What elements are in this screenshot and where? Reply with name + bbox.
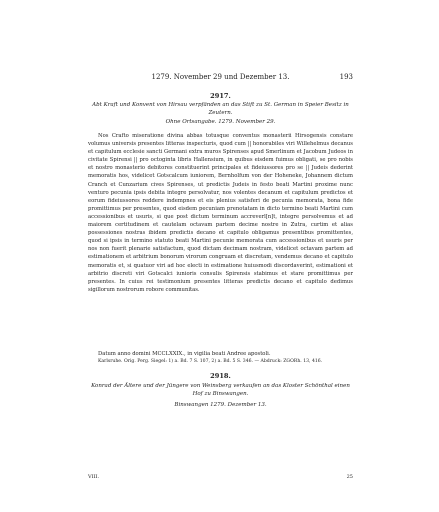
document-number: 2917.: [210, 92, 231, 100]
document-title-2: Konrad der Ältere und der Jüngere von Weinsberg verkaufen an das Kloster Schönthal einen Hof zu Binswangen.: [91, 383, 350, 397]
page-number: 193: [339, 73, 353, 81]
document-source-2: Binswangen 1279. Dezember 13.: [174, 402, 267, 408]
volume-mark: VIII.: [88, 474, 100, 480]
header-dates: 1279. November 29 und Dezember 13.: [151, 73, 290, 81]
dating-clause: Datum anno domini MCCLXXIX., in vigilia beati Andree apostoli.: [98, 351, 271, 357]
document-body: Nos Crafto miseratione divina abbas totusque conventus monasterii Hirsogensis constare volumus universis presentes litteras inspecturis, quod cum || honorabiles viri Willehelmus decanus et capitulum ecclesie sancti Germani extra muros Spirenses apud Smerlinum et Jacobum Judeos in civitate Spirensi || pro octoginta libris Hallensium, in quibus eisdem fuimus obligati, se pro nobis et nostro monasterio debitores constituerint principales et fideiussores pro se || Judeis dederint memoratis hos, videlicet Gotscalcum iuniorem, Bernholfum von der Hohenekе, Johannem dictum Cranch et Cunzarium cives Spirenses, ut predictis Judeis in festo beati Martini proxime nunc venturo pecunia ipsis debita integre persolvatur, nos volentes decanum et capitulum predictos et eorum fideiussores reddere indempnes et eis plenius satisferi de pecunia memorata, bona fide promittimus per presentes, quod eisdem pecuniam prenotatam in dicto termino beati Martini cum accessionibus et usuris, si que post dictum terminum accreverl[n]t, integre persolvemus et ad maiorem certitudinem et cautelam octavam partem decime nostre in Zutra, curtim et alias possessiones nostras ibidem predictis decano et capitulo obligamus presentibus promittentes, quod si ipsis in termino statuto beati Martini pecunie memorata cum accessionibus et usuris per nos non fuerit plenarie satisfactum, quod dictam decimam nostram, videlicet octavam partem ad estimationem et arbitrium bonorum virorum congruam et discretam, vendemus decano et capitulo memoratis et, si quatuor viri ad hoc electi in estimatione huiusmodi discordaverint, estimationi et arbitrio discreti viri Gotscalci iunioris consulis Spirensis stabimus et stare promittimus per presentes. In cuius rei testimonium presentes litteras predictis decano et capitulo dedimus sigillorum nostrorum robore communitas.: [88, 133, 353, 293]
document-number-2: 2918.: [210, 372, 231, 380]
archival-notes: Karlsruhe. Orig. Perg. Siegel: 1) a. Bd. 7 S. 107, 2) a. Bd. 5 S. 346. — Abdruck: ZGORh. 13, 416.: [98, 359, 323, 364]
signature-mark: 25: [346, 474, 353, 480]
document-title: Abt Kraft und Konvent von Hirsau verpfänden an das Stift zu St. German in Speier Besitz in Zeutern.: [92, 102, 349, 116]
document-source: Ohne Ortsangabe. 1279. November 29.: [165, 119, 276, 125]
